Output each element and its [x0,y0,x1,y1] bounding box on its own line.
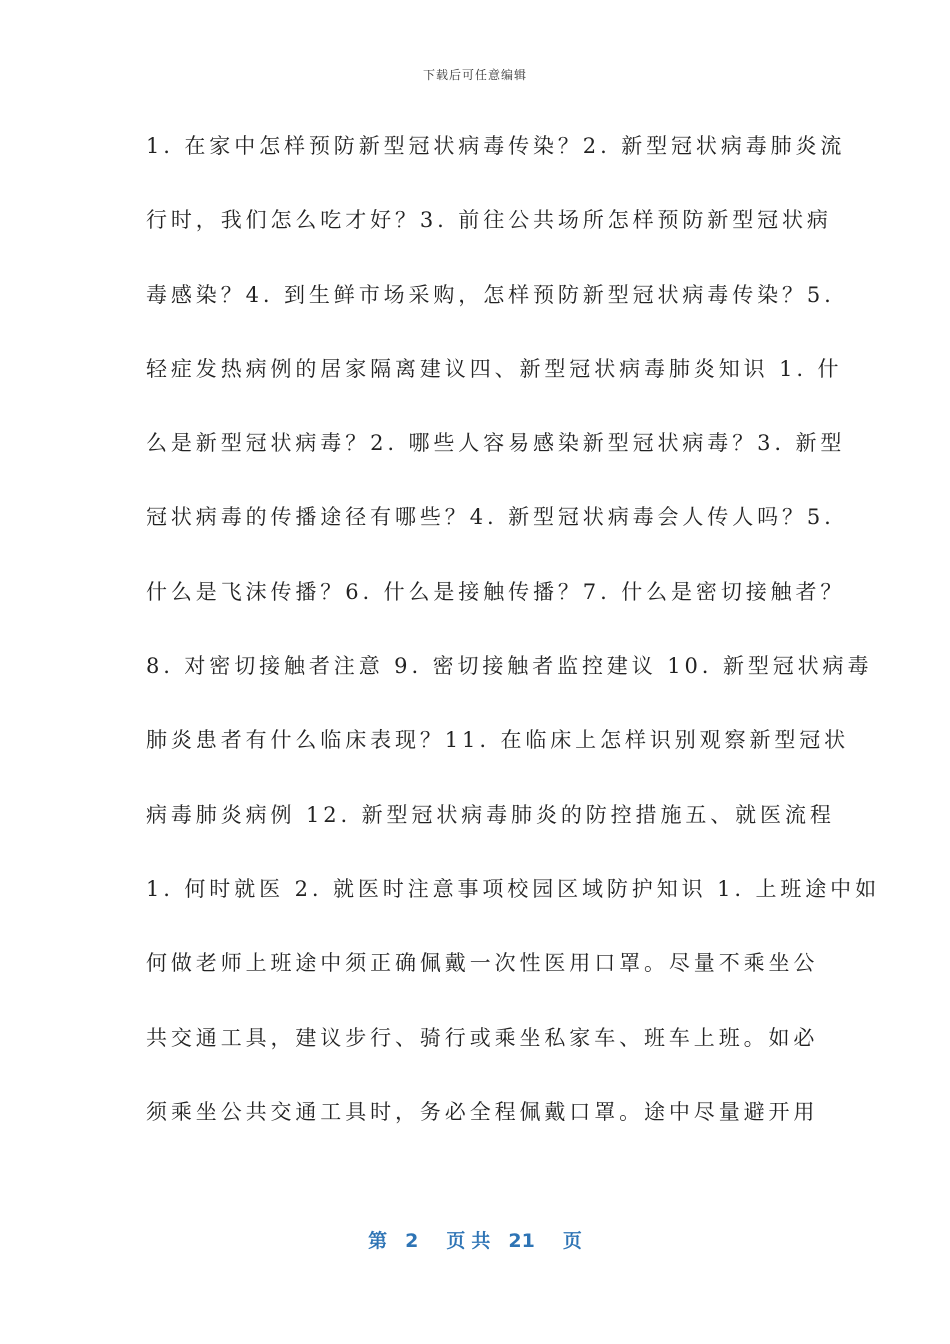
footer-page-number: 2 [405,1230,419,1252]
footer-mid-1: 页 [446,1230,466,1252]
text-line: 什么是飞沫传播？6. 什么是接触传播？7. 什么是密切接触者？ [146,579,846,604]
text-line: 须乘坐公共交通工具时，务必全程佩戴口罩。途中尽量避开用 [146,1099,819,1124]
text-line: 何做老师上班途中须正确佩戴一次性医用口罩。尽量不乘坐公 [146,951,819,976]
text-line: 1. 何时就医 2. 就医时注意事项校园区域防护知识 1. 上班途中如 [146,876,880,901]
footer-mid-2: 共 [471,1230,491,1252]
text-line: 共交通工具，建议步行、骑行或乘坐私家车、班车上班。如必 [146,1025,819,1050]
text-line: 病毒肺炎病例 12. 新型冠状病毒肺炎的防控措施五、就医流程 [146,802,835,827]
header-note: 下载后可任意编辑 [422,68,527,82]
text-line: 8. 对密切接触者注意 9. 密切接触者监控建议 10. 新型冠状病毒 [146,654,873,679]
body-text [146,122,880,1162]
footer-prefix: 第 [368,1230,388,1252]
text-line: 1. 在家中怎样预防新型冠状病毒传染？2. 新型冠状病毒肺炎流 [146,134,846,158]
text-line: 肺炎患者有什么临床表现？11. 在临床上怎样识别观察新型冠状 [146,728,850,753]
text-line: 么是新型冠状病毒？2. 哪些人容易感染新型冠状病毒？3. 新型 [146,431,846,456]
text-line: 行时，我们怎么吃才好？3. 前往公共场所怎样预防新型冠状病 [146,208,832,233]
page-footer [0,1226,950,1253]
text-line: 冠状病毒的传播途径有哪些？4. 新型冠状病毒会人传人吗？5. [146,505,835,530]
footer-total-pages: 21 [508,1230,535,1252]
text-line: 毒感染？4. 到生鲜市场采购，怎样预防新型冠状病毒传染？5. [146,282,835,307]
text-line: 轻症发热病例的居家隔离建议四、新型冠状病毒肺炎知识 1. 什 [146,356,843,381]
footer-suffix: 页 [562,1230,582,1252]
